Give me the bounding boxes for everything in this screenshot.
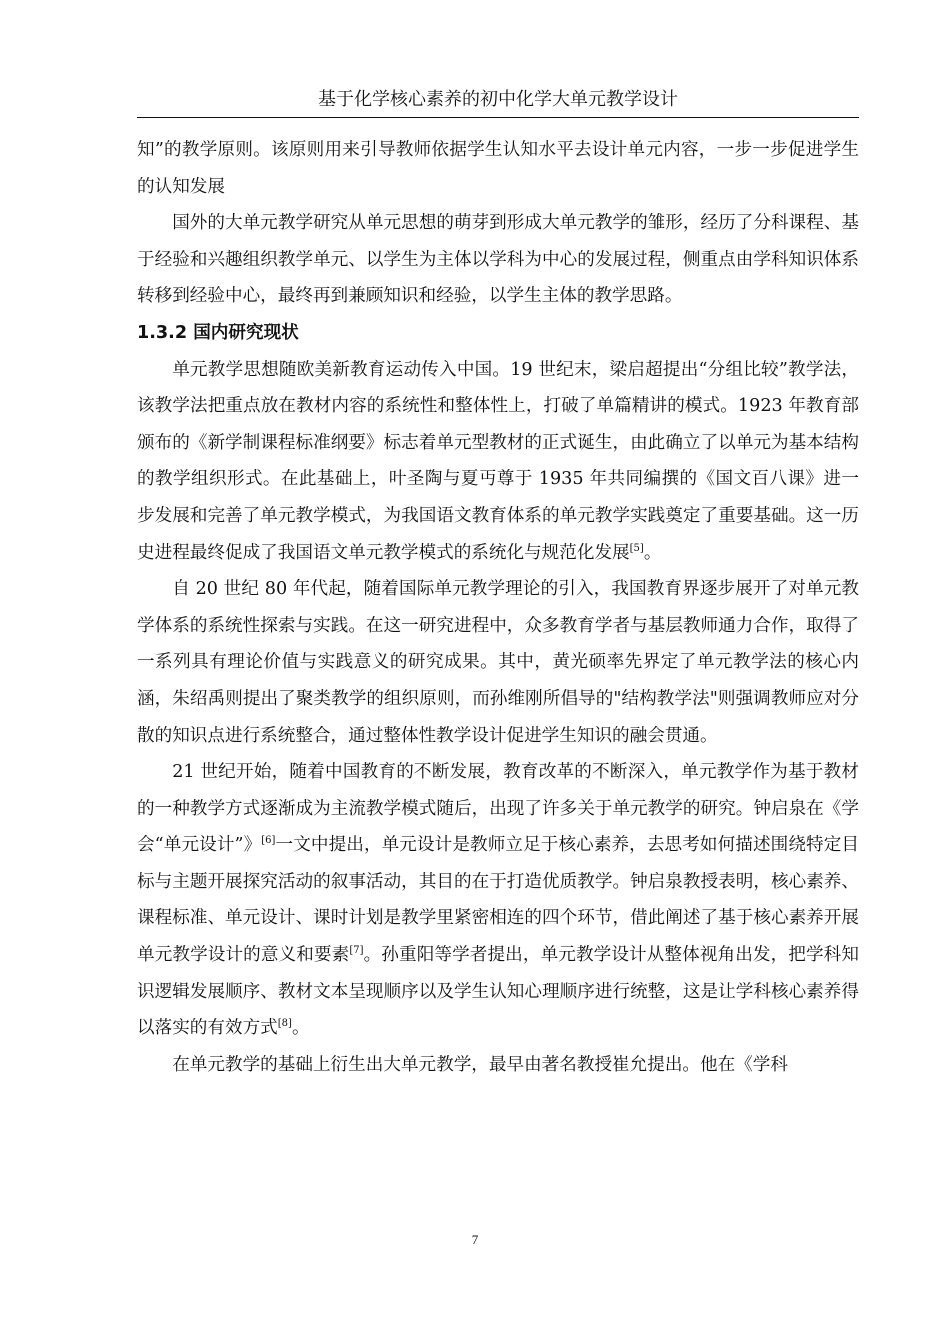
citation-ref: [6] xyxy=(261,835,276,847)
page-number: 7 xyxy=(471,1232,479,1247)
paragraph-foreign-research-summary: 国外的大单元教学研究从单元思想的萌芽到形成大单元教学的雏形，经历了分科课程、基于经验和兴趣组织教学单元、以学生为主体以学科为中心的发展过程，侧重点由学科知识体系转移到经验中心，最终再到兼顾知识和经验，以学生主体的教学思路。 xyxy=(137,213,859,307)
paragraph-text: 。孙重阳等学者提出，单元教学设计从整体视角出发，把学科知识逻辑发展顺序、教材文本呈现顺序以及学生认知心理顺序进行统整，这是让学科核心素养得以落实的有效方式 xyxy=(137,945,859,1039)
citation-ref: [8] xyxy=(277,1018,292,1030)
paragraph-21st-century xyxy=(137,754,859,1047)
paragraph-punct: 。 xyxy=(291,1018,310,1039)
citation-ref: [7] xyxy=(349,945,364,957)
paragraph-continued: 知”的教学原则。该原则用来引导教师依据学生认知水平去设计单元内容，一步一步促进学生的认知发展 xyxy=(137,140,859,197)
paragraph-1980s-research: 自 20 世纪 80 年代起，随着国际单元教学理论的引入，我国教育界逐步展开了对单元教学体系的系统性探索与实践。在这一研究进程中，众多教育学者与基层教师通力合作，取得了一系列具有理论价值与实践意义的研究成果。其中，黄光硕率先界定了单元教学法的核心内涵，朱绍禹则提出了聚类教学的组织原则，而孙维刚所倡导的"结构教学法"则强调教师应对分散的知识点进行系统整合，通过整体性教学设计促进学生知识的融会贯通。 xyxy=(137,579,859,746)
paragraph-big-unit-teaching: 在单元教学的基础上衍生出大单元教学，最早由著名教授崔允提出。他在《学科 xyxy=(172,1054,788,1075)
paragraph-punct: 。 xyxy=(643,542,662,563)
paragraph-text: 单元教学思想随欧美新教育运动传入中国。19 世纪末，梁启超提出“分组比较”教学法，该教学法把重点放在教材内容的系统性和整体性上，打破了单篇精讲的模式。1923 年教育部颁布的《新学制课程标准纲要》标志着单元型教材的正式诞生，由此确立了以单元为基本结构的教学组织形式。在此基础上，叶圣陶与夏丏尊于 1935 年共同编撰的《国文百八课》进一步发展和完善了单元教学模式，为我国语文教育体系的单元教学实践奠定了重要基础。这一历史进程最终促成了我国语文单元教学模式的系统化与规范化发展 xyxy=(137,359,859,563)
running-header: 基于化学核心素养的初中化学大单元教学设计 xyxy=(318,89,678,110)
paragraph-text: 一文中提出，单元设计是教师立足于核心素养，去思考如何描述围绕特定目标与主题开展探究活动的叙事活动，其目的在于打造优质教学。钟启泉教授表明，核心素养、课程标准、单元设计、课时计划是教学里紧密相连的四个环节，借此阐述了基于核心素养开展单元教学设计的意义和要素 xyxy=(137,835,859,966)
section-heading: 1.3.2 国内研究现状 xyxy=(137,322,299,343)
paragraph-unit-teaching-history xyxy=(137,352,859,572)
citation-ref: [5] xyxy=(629,542,644,554)
header-divider xyxy=(137,117,859,118)
paragraph-text: 21 世纪开始，随着中国教育的不断发展，教育改革的不断深入，单元教学作为基于教材的一种教学方式逐渐成为主流教学模式随后，出现了许多关于单元教学的研究。钟启泉在《学会“单元设计”》 xyxy=(137,762,859,856)
body-text xyxy=(137,132,859,1083)
